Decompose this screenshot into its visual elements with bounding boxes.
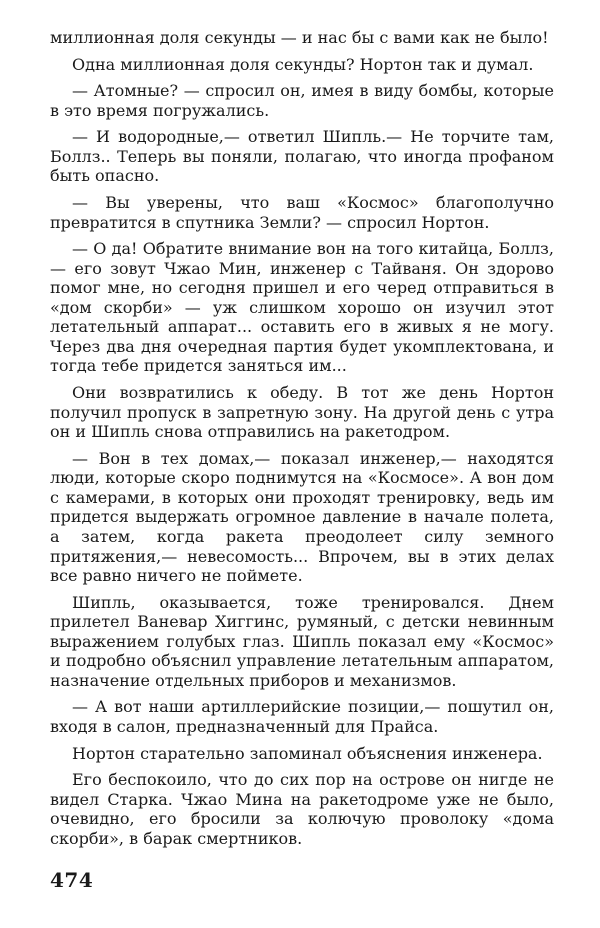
- paragraph: Его беспокоило, что до сих пор на острове он нигде не видел Старка. Чжао Мина на ракетодроме уже не было, очевидно, его бросили за колючую проволоку «дома скорби», в барак смертников.: [50, 770, 554, 848]
- paragraph: Они возвратились к обеду. В тот же день Нортон получил пропуск в запретную зону. На другой день с утра он и Шипль снова отправились на ракетодром.: [50, 383, 554, 442]
- page-number: 474: [50, 868, 94, 892]
- paragraph: — Вы уверены, что ваш «Космос» благополучно превратится в спутника Земли? — спросил Нортон.: [50, 192, 554, 232]
- paragraph: — Атомные? — спросил он, имея в виду бомбы, которые в это время погружались.: [50, 81, 554, 120]
- paragraph: — Вон в тех домах,— показал инженер,— находятся люди, которые скоро поднимутся на «Космосе». А вон дом с камерами, в которых они проходят тренировку, ведь им придется выдержать огромное давление в начале полета, а затем, когда ракета преодолеет силу земного притяжения,— невесомость... Впрочем, вы в этих делах все равно ничего не поймете.: [50, 448, 554, 586]
- paragraph: — О да! Обратите внимание вон на того китайца, Боллз,— его зовут Чжао Мин, инженер с Тайваня. Он здорово помог мне, но сегодня пришел и его черед отправиться в «дом скорби» — уж слишком хорошо он изучил этот летательный аппарат... оставить его в живых я не могу. Через два дня очередная партия будет укомплектована, и тогда тебе придется заняться им...: [50, 239, 554, 376]
- paragraph: миллионная доля секунды — и нас бы с вами как не было!: [50, 28, 549, 47]
- paragraph: — И водородные,— ответил Шипль.— Не торчите там, Боллз.. Теперь вы поняли, полагаю, что иногда профаном быть опасно.: [50, 127, 554, 186]
- paragraph: — А вот наши артиллерийские позиции,— пошутил он, входя в салон, предназначенный для Прайса.: [50, 697, 554, 736]
- paragraph: Нортон старательно запоминал объяснения инженера.: [72, 743, 543, 763]
- page-body: [50, 28, 554, 855]
- paragraph: Одна миллионная доля секунды? Нортон так и думал.: [72, 54, 534, 74]
- paragraph: Шипль, оказывается, тоже тренировался. Днем прилетел Ваневар Хиггинс, румяный, с детски невинным выражением голубых глаз. Шипль показал ему «Космос» и подробно объяснил управление летательным аппаратом, назначение отдельных приборов и механизмов.: [50, 592, 554, 690]
